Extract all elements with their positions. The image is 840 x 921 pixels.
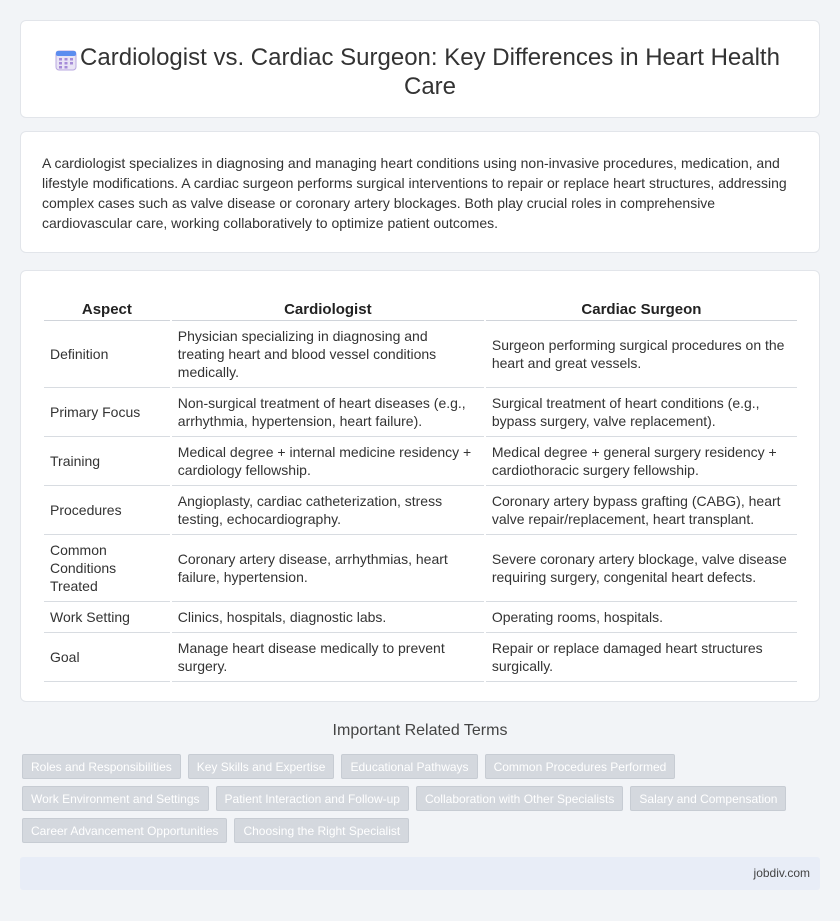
comparison-table-card xyxy=(20,270,820,702)
related-term-tag[interactable]: Common Procedures Performed xyxy=(485,754,676,779)
row-cardiologist: Coronary artery disease, arrhythmias, heart failure, hypertension. xyxy=(172,535,484,602)
footer-site-link[interactable]: jobdiv.com xyxy=(753,866,810,880)
related-term-tag[interactable]: Educational Pathways xyxy=(341,754,477,779)
row-aspect: Common Conditions Treated xyxy=(44,535,170,602)
row-cardiac-surgeon: Surgeon performing surgical procedures on the heart and great vessels. xyxy=(486,321,797,388)
table-header-row xyxy=(44,295,797,321)
header-cardiologist: Cardiologist xyxy=(172,295,484,321)
related-terms-list xyxy=(22,754,812,850)
page-title: Cardiologist vs. Cardiac Surgeon: Key Differences in Heart Health Care xyxy=(80,44,780,100)
table-row xyxy=(44,321,797,388)
row-cardiac-surgeon: Severe coronary artery blockage, valve disease requiring surgery, congenital heart defects. xyxy=(486,535,797,602)
row-cardiac-surgeon: Surgical treatment of heart conditions (e.g., bypass surgery, valve replacement). xyxy=(486,388,797,437)
related-terms-heading: Important Related Terms xyxy=(332,722,508,739)
comparison-table xyxy=(42,295,799,682)
row-cardiologist: Non-surgical treatment of heart diseases (e.g., arrhythmia, hypertension, heart failure). xyxy=(172,388,484,437)
row-aspect: Primary Focus xyxy=(44,388,170,437)
intro-card xyxy=(20,131,820,253)
header-cardiac-surgeon: Cardiac Surgeon xyxy=(486,295,797,321)
row-aspect: Work Setting xyxy=(44,602,170,633)
row-aspect: Definition xyxy=(44,321,170,388)
row-cardiologist: Physician specializing in diagnosing and treating heart and blood vessel conditions medically. xyxy=(172,321,484,388)
related-term-tag[interactable]: Choosing the Right Specialist xyxy=(234,818,409,843)
row-cardiologist: Clinics, hospitals, diagnostic labs. xyxy=(172,602,484,633)
table-row xyxy=(44,633,797,682)
title-card xyxy=(20,20,820,118)
row-aspect: Goal xyxy=(44,633,170,682)
footer xyxy=(20,857,820,890)
table-row xyxy=(44,602,797,633)
related-term-tag[interactable]: Collaboration with Other Specialists xyxy=(416,786,623,811)
row-cardiac-surgeon: Medical degree + general surgery residency + cardiothoracic surgery fellowship. xyxy=(486,437,797,486)
header-aspect: Aspect xyxy=(44,295,170,321)
row-cardiac-surgeon: Coronary artery bypass grafting (CABG), heart valve repair/replacement, heart transplant. xyxy=(486,486,797,535)
related-term-tag[interactable]: Work Environment and Settings xyxy=(22,786,209,811)
row-aspect: Training xyxy=(44,437,170,486)
table-row xyxy=(44,486,797,535)
related-term-tag[interactable]: Key Skills and Expertise xyxy=(188,754,335,779)
table-row xyxy=(44,388,797,437)
table-row xyxy=(44,437,797,486)
related-term-tag[interactable]: Salary and Compensation xyxy=(630,786,786,811)
row-cardiologist: Manage heart disease medically to prevent surgery. xyxy=(172,633,484,682)
related-term-tag[interactable]: Patient Interaction and Follow-up xyxy=(216,786,409,811)
row-aspect: Procedures xyxy=(44,486,170,535)
related-term-tag[interactable]: Career Advancement Opportunities xyxy=(22,818,227,843)
table-row xyxy=(44,535,797,602)
row-cardiologist: Angioplasty, cardiac catheterization, stress testing, echocardiography. xyxy=(172,486,484,535)
related-term-tag[interactable]: Roles and Responsibilities xyxy=(22,754,181,779)
row-cardiac-surgeon: Repair or replace damaged heart structures surgically. xyxy=(486,633,797,682)
row-cardiac-surgeon: Operating rooms, hospitals. xyxy=(486,602,797,633)
row-cardiologist: Medical degree + internal medicine residency + cardiology fellowship. xyxy=(172,437,484,486)
intro-paragraph: A cardiologist specializes in diagnosing and managing heart conditions using non-invasive procedures, medication, and lifestyle modifications. A cardiac surgeon performs surgical interventions to repair or replace heart structures, addressing complex cases such as valve disease or coronary artery blockages. Both play crucial roles in comprehensive cardiovascular care, working collaboratively to optimize patient outcomes. xyxy=(42,155,787,231)
